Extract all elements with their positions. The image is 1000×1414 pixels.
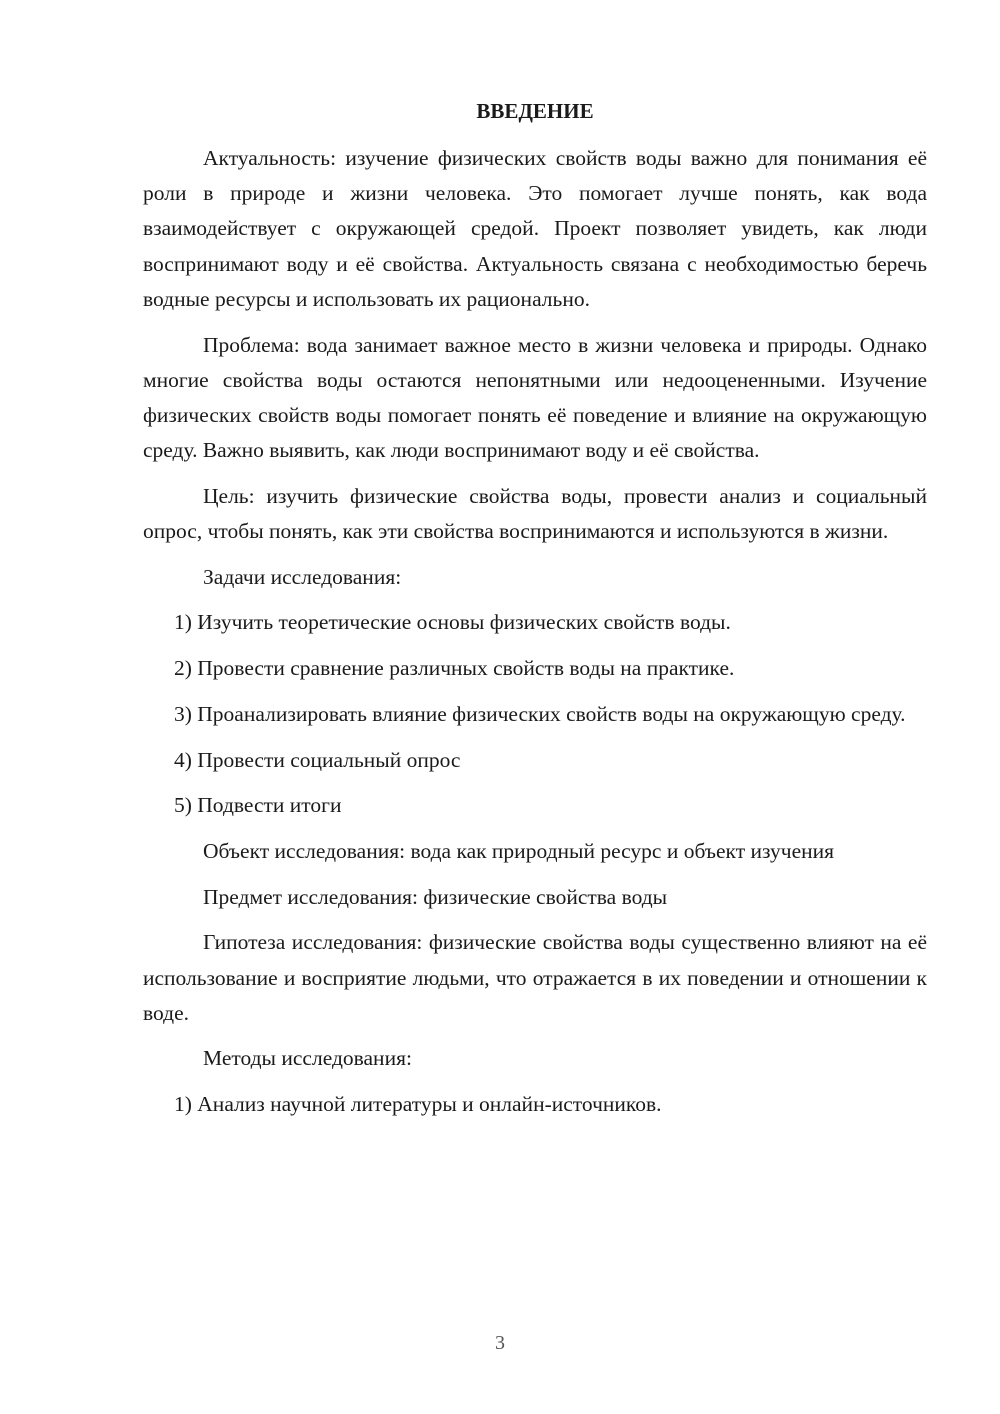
- task-item-5: 5) Подвести итоги: [174, 793, 342, 818]
- paragraph-subject: Предмет исследования: физические свойства воды: [203, 884, 668, 909]
- paragraph-hypothesis: Гипотеза исследования: физические свойства воды существенно влияют на её использование и восприятие людьми, что отражается в их поведении и отношении к воде.: [143, 930, 927, 1025]
- paragraph-object: Объект исследования: вода как природный ресурс и объект изучения: [203, 838, 835, 863]
- section-title: ВВЕДЕНИЕ: [476, 99, 594, 123]
- task-item-2: 2) Провести сравнение различных свойств воды на практике.: [174, 656, 735, 681]
- tasks-heading: Задачи исследования:: [203, 564, 402, 589]
- paragraph-goal: Цель: изучить физические свойства воды, провести анализ и социальный опрос, чтобы понять, как эти свойства воспринимаются и используются в жизни.: [143, 483, 927, 544]
- page-content: [143, 94, 927, 1133]
- methods-heading: Методы исследования:: [203, 1046, 412, 1071]
- paragraph-relevance: Актуальность: изучение физических свойств воды важно для понимания её роли в природе и жизни человека. Это помогает лучше понять, как вода взаимодействует с окружающей средой. Проект позволяет увидеть, как люди воспринимают воду и её свойства. Актуальность связана с необходимостью беречь водные ресурсы и использовать их рационально.: [143, 146, 927, 311]
- task-item-3: 3) Проанализировать влияние физических свойств воды на окружающую среду.: [174, 701, 906, 726]
- task-item-4: 4) Провести социальный опрос: [174, 747, 461, 772]
- method-item-1: 1) Анализ научной литературы и онлайн-источников.: [174, 1092, 662, 1117]
- paragraph-problem: Проблема: вода занимает важное место в жизни человека и природы. Однако многие свойства воды остаются непонятными или недооцененными. Изучение физических свойств воды помогает понять её поведение и влияние на окружающую среду. Важно выявить, как люди воспринимают воду и её свойства.: [143, 332, 927, 463]
- page-number: 3: [495, 1332, 505, 1354]
- task-item-1: 1) Изучить теоретические основы физических свойств воды.: [174, 610, 731, 635]
